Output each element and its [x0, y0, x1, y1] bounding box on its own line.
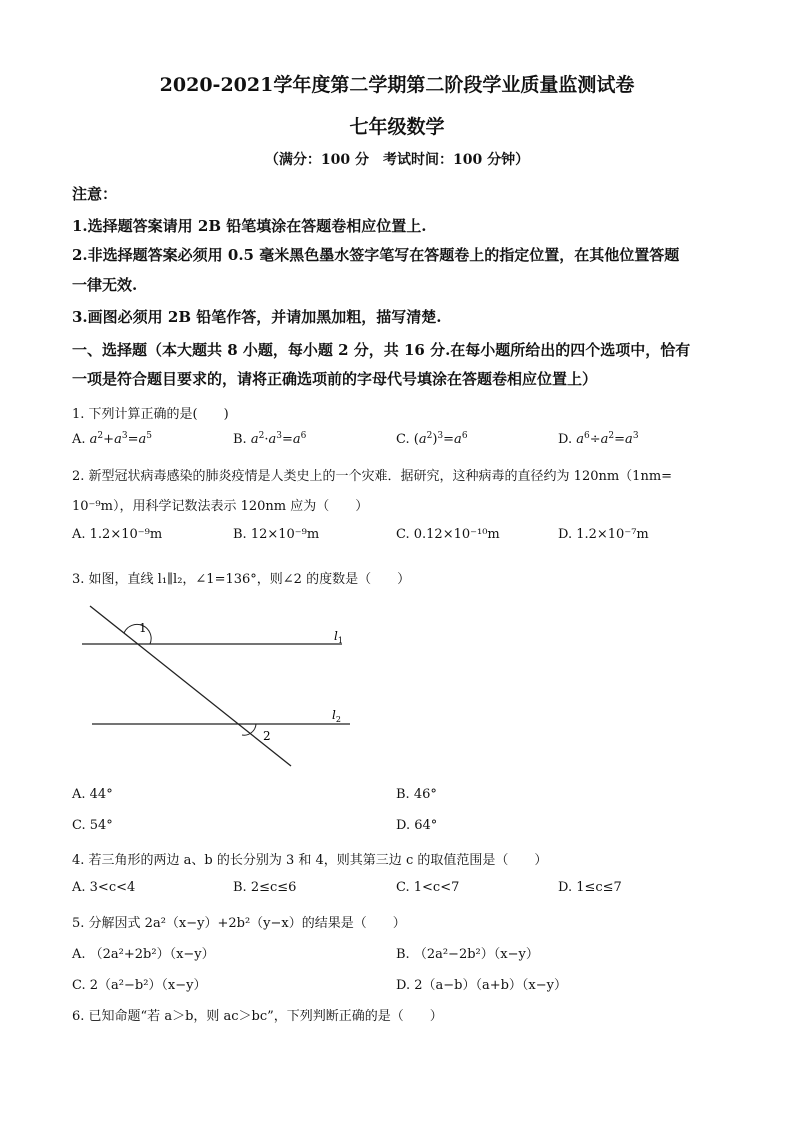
q4-option-a: A. 3<c<4: [72, 880, 136, 895]
q3-option-c: C. 54°: [72, 818, 113, 833]
exam-title: 2020-2021学年度第二学期第二阶段学业质量监测试卷: [159, 74, 635, 96]
q2-option-c: C. 0.12×10⁻¹⁰m: [396, 527, 500, 542]
q4-option-c: C. 1<c<7: [396, 880, 460, 895]
angle-2-arc: [242, 724, 256, 735]
q3-option-b: B. 46°: [396, 787, 437, 802]
l1-label: $l_1$: [334, 629, 343, 645]
angle-2-label: 2: [263, 729, 271, 743]
note-2: 2.非选择题答案必须用 0.5 毫米黑色墨水签字笔写在答题卷上的指定位置，在其他位置答题: [72, 246, 680, 264]
q2-stem-cont: 10⁻⁹m），用科学记数法表示 120nm 应为（ ）: [72, 499, 369, 514]
q2-option-d: D. 1.2×10⁻⁷m: [558, 527, 649, 542]
q6-stem: 6. 已知命题“若 a＞b，则 ac＞bc”，下列判断正确的是（ ）: [72, 1009, 443, 1024]
q5-option-a: A. （2a²+2b²）（x−y）: [72, 947, 215, 962]
q1-option-a: A. $a^2+a^3=a^5$: [72, 431, 152, 447]
q2-option-a: A. 1.2×10⁻⁹m: [72, 527, 163, 542]
exam-meta: （满分：100 分 考试时间：100 分钟）: [264, 152, 530, 168]
q1-option-d: D. $a^6\div a^2=a^3$: [558, 431, 639, 447]
q1-option-b: B. $a^2\cdot a^3=a^6$: [233, 431, 307, 447]
q4-option-b: B. 2≤c≤6: [233, 880, 297, 895]
section-heading: 一、选择题（本大题共 8 小题，每小题 2 分，共 16 分.在每小题所给出的四个选项中，恰有: [72, 341, 691, 359]
q1-stem: 1. 下列计算正确的是( ): [72, 407, 229, 422]
transversal-line: [90, 606, 291, 766]
q2-stem: 2. 新型冠状病毒感染的肺炎疫情是人类史上的一个灾难．据研究，这种病毒的直径约为 120nm（1nm=: [72, 469, 673, 484]
q5-stem: 5. 分解因式 2a²（x−y）+2b²（y−x）的结果是（ ）: [72, 916, 406, 931]
note-2-cont: 一律无效.: [72, 276, 138, 294]
q3-stem: 3. 如图，直线 l₁∥l₂，∠1=136°，则∠2 的度数是（ ）: [72, 572, 411, 587]
q3-option-d: D. 64°: [396, 818, 438, 833]
q1-option-c: C. $(a^2)^3=a^6$: [396, 431, 468, 447]
note-3: 3.画图必须用 2B 铅笔作答，并请加黑加粗，描写清楚.: [72, 308, 442, 326]
note-1: 1.选择题答案请用 2B 铅笔填涂在答题卷相应位置上.: [72, 217, 427, 235]
q2-option-b: B. 12×10⁻⁹m: [233, 527, 320, 542]
q4-option-d: D. 1≤c≤7: [558, 880, 622, 895]
q5-option-b: B. （2a²−2b²）（x−y）: [396, 947, 539, 962]
angle-1-arc: [124, 624, 151, 644]
angle-1-label: 1: [139, 621, 147, 635]
q4-stem: 4. 若三角形的两边 a、b 的长分别为 3 和 4，则其第三边 c 的取值范围是（ ）: [72, 853, 548, 868]
q3-option-a: A. 44°: [72, 787, 113, 802]
q5-option-c: C. 2（a²−b²）（x−y）: [72, 978, 207, 993]
q5-option-d: D. 2（a−b）（a+b）（x−y）: [396, 978, 567, 993]
section-heading-cont: 一项是符合题目要求的，请将正确选项前的字母代号填涂在答题卷相应位置上）: [72, 370, 598, 388]
parallel-lines-figure: [70, 595, 370, 775]
notes-label: 注意：: [72, 185, 118, 203]
exam-subtitle: 七年级数学: [349, 116, 445, 138]
l2-label: $l_2$: [332, 708, 341, 724]
